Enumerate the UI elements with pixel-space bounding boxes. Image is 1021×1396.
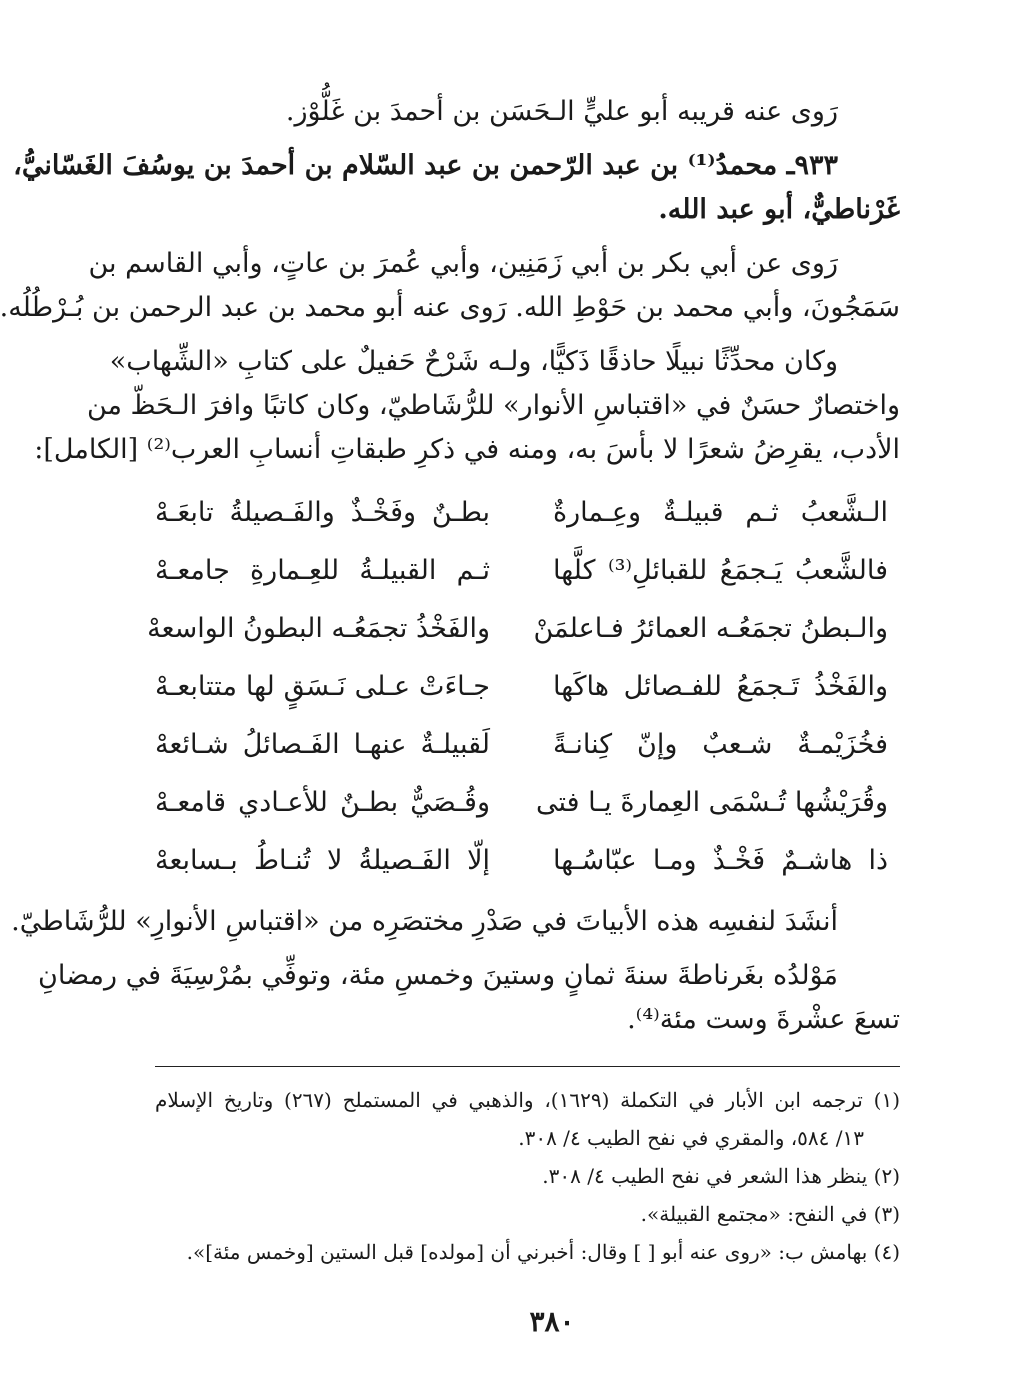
entry-heading-line-1: ٩٣٣ـ محمدُ⁽¹⁾ بن عبد الرّحمن بن عبد السّلام بن أحمدَ بن يوسُفَ الغَسّانيُّ،	[13, 150, 838, 181]
verse-first-hemistich: ذا هاشـمٌ فَخْـذٌ ومـا عبّاسُـها	[553, 845, 888, 876]
closing-line: مَوْلدُه بغَرناطةَ سنةَ ثمانٍ وستينَ وخمسِ مئة، وتوفِّي بمُرْسِيَةَ في رمضانِ	[38, 960, 838, 991]
verse-first-hemistich: فالشَّعبُ يَـجمَعُ للقبائلِ⁽³⁾ كلَّها	[553, 555, 888, 586]
footnote-3: (٣) في النفح: «مجتمع القبيلة».	[640, 1202, 900, 1226]
poem	[147, 484, 900, 890]
paragraph-line: رَوى عن أبي بكر بن أبي زَمَنِين، وأبي عُمرَ بن عاتٍ، وأبي القاسم بن	[88, 248, 838, 279]
verse-second-hemistich: والفَخْذُ تجمَعُـه البطونُ الواسعهْ	[147, 613, 490, 644]
closing-line: تسعَ عشْرةَ وست مئة⁽⁴⁾.	[627, 1004, 900, 1035]
footnotes	[155, 1081, 900, 1271]
verse-first-hemistich: الـشَّعبُ ثـم قبيلـةٌ وعِـمارةٌ	[553, 497, 888, 528]
paragraph-narrators	[0, 242, 900, 330]
verse	[147, 600, 900, 658]
verse-first-hemistich: وقُرَيْشُها تُـسْمَى العِمارةَ يـا فتى	[535, 787, 888, 818]
verse	[155, 716, 900, 774]
verse	[155, 658, 900, 716]
entry-heading-line-2: غَرْناطيٌّ، أبو عبد الله.	[658, 194, 900, 225]
entry-intro-line: رَوى عنه قريبه أبو عليٍّ الـحَسَن بن أحمدَ بن غَلُّوْز.	[285, 96, 838, 127]
verse-second-hemistich: إلّا الفَـصيلةُ لا تُنـاطُ بـسابعهْ	[155, 845, 490, 876]
page-body	[0, 90, 900, 1271]
verse	[155, 484, 900, 542]
paragraph-description	[34, 340, 900, 472]
paragraph-line: سَمَجُونَ، وأبي محمد بن حَوْطِ الله. رَوى عنه أبو محمد بن عبد الرحمن بن بُـرْطُلُه.	[0, 292, 900, 323]
paragraph-line: واختصارٌ حسَنٌ في «اقتباسِ الأنوار» للرُّشَاطيّ، وكان كاتبًا وافرَ الـحَظّ من	[86, 390, 900, 421]
page-number: ٣٨٠	[529, 1305, 575, 1338]
footnote-2: (٢) ينظر هذا الشعر في نفح الطيب ٤/ ٣٠٨.	[542, 1164, 900, 1188]
verse-second-hemistich: ثـم القبيلـةُ للعِـمارةِ جامعـهْ	[155, 555, 490, 586]
paragraph-line: وكان محدِّثًا نبيلًا حاذقًا ذَكيًّا، ولـه شَرْحٌ حَفيلٌ على كتابِ «الشِّهاب»	[109, 346, 838, 377]
verse	[155, 542, 900, 600]
verse-second-hemistich: بطـنٌ وفَخْـذٌ والفَـصيلةُ تابعَـهْ	[155, 497, 490, 528]
verse-first-hemistich: والفَخْذُ تَـجمَعُ للفـصائل هاكَها	[553, 671, 888, 702]
closing-line: أنشَدَ لنفسِه هذه الأبياتَ في صَدْرِ مختصَرِه من «اقتباسِ الأنوارِ» للرُّشَاطيّ.	[11, 906, 838, 937]
verse	[155, 832, 900, 890]
verse-second-hemistich: وقُـصَيٌّ بطـنٌ للأعـادي قامعـهْ	[155, 787, 490, 818]
paragraph-line: الأدب، يقرِضُ شعرًا لا بأسَ به، ومنه في ذكرِ طبقاتِ أنسابِ العرب⁽²⁾ [الكامل]:	[34, 434, 900, 465]
verse-first-hemistich: فخُزَيْمـةٌ شـعبٌ وإنّ كِنانـةً	[553, 729, 888, 760]
footnote-divider	[155, 1066, 900, 1067]
closing-paragraph	[11, 900, 900, 1042]
verse-second-hemistich: جـاءَتْ عـلى نَـسَقٍ لها متتابعـهْ	[155, 671, 490, 702]
verse-first-hemistich: والـبطنُ تجمَعُـه العمائرُ فـاعلمَنْ	[533, 613, 888, 644]
verse-second-hemistich: لَقبيلـةٌ عنهـا الفَـصائلُ شـائعهْ	[155, 729, 490, 760]
footnote-4: (٤) بهامش ب: «روى عنه أبو [ ] وقال: أخبرني أن [مولده] قبل الستين [وخمس مئة]».	[186, 1240, 900, 1264]
footnote-1: (١) ترجمه ابن الأبار في التكملة (١٦٢٩)، والذهبي في المستملح (٢٦٧) وتاريخ الإسلام	[155, 1088, 900, 1112]
verse	[155, 774, 900, 832]
footnote-1-continued: ١٣/ ٥٨٤، والمقري في نفح الطيب ٤/ ٣٠٨.	[518, 1126, 864, 1150]
